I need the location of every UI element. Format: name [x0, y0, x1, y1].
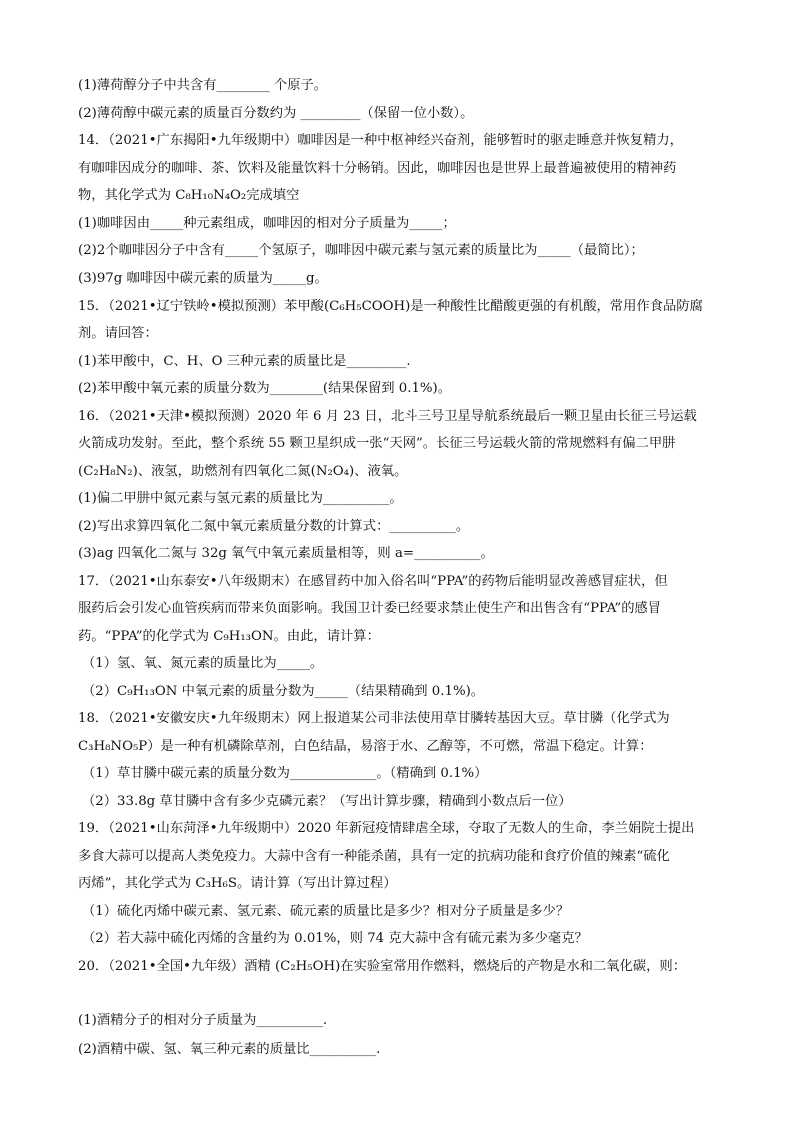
question-17-title: 17．（2021•山东泰安•八年级期末）在感冒药中加入俗名叫“PPA”的药物后能明显改善感冒症状，但: [78, 574, 668, 589]
text-line: (1)偏二甲肼中氮元素与氢元素的质量比为__________。: [78, 491, 403, 506]
text-line: (2)酒精中碳、氢、氧三种元素的质量比__________.: [78, 1042, 381, 1057]
text-line: (1)苯甲酸中，C、H、O 三种元素的质量比是_________.: [78, 354, 411, 369]
text-line: 有咖啡因成分的咖啡、茶、饮料及能量饮料十分畅销。因此，咖啡因也是世界上最普遍被使用的精神药: [78, 161, 677, 176]
text-line: （2）33.8g 草甘膦中含有多少克磷元素？（写出计算步骤，精确到小数点后一位）: [82, 794, 572, 809]
text-line: (1)酒精分子的相对分子质量为__________.: [78, 1013, 328, 1028]
text-line: 多食大蒜可以提高人类免疫力。大蒜中含有一种能杀菌，具有一定的抗病功能和食疗价值的辣素“硫化: [78, 849, 670, 864]
question-16-title: 16．（2021•天津•模拟预测）2020 年 6 月 23 日，北斗三号卫星导航系统最后一颗卫星由长征三号运载: [78, 409, 697, 424]
question-18-title: 18．（2021•安徽安庆•九年级期末）网上报道某公司非法使用草甘膦转基因大豆。草甘膦（化学式为: [78, 711, 670, 726]
text-line: (2)2个咖啡因分子中含有_____个氢原子，咖啡因中碳元素与氢元素的质量比为_____（最简比）；: [78, 243, 644, 258]
text-line: 剂。请回答：: [78, 326, 158, 341]
question-15-title: 15．（2021•辽宁铁岭•模拟预测）苯甲酸(C₆H₅COOH)是一种酸性比醋酸更强的有机酸，常用作食品防腐: [78, 299, 703, 314]
text-line: 药。“PPA”的化学式为 C₉H₁₃ON。由此，请计算：: [78, 629, 380, 644]
text-line: C₃H₈NO₅P）是一种有机磷除草剂，白色结晶，易溶于水、乙醇等，不可燃，常温下稳定。计算：: [78, 739, 653, 754]
text-line: （1）氢、氧、氮元素的质量比为_____。: [82, 656, 324, 671]
text-line: 火箭成功发射。至此，整个系统 55 颗卫星织成一张“天网”。长征三号运载火箭的常规燃料有偏二甲肼: [78, 436, 676, 451]
text-line: (3)ag 四氧化二氮与 32g 氧气中氧元素质量相等，则 a=__________。: [78, 546, 494, 561]
text-line: 物，其化学式为 C₈H₁₀N₄O₂完成填空: [78, 188, 300, 203]
text-line: (3)97g 咖啡因中碳元素的质量为_____g。: [78, 271, 328, 286]
text-line: (2)写出求算四氧化二氮中氧元素质量分数的计算式：__________。: [78, 519, 470, 534]
text-line: （1）草甘膦中碳元素的质量分数为_____________。（精确到 0.1%）: [82, 766, 488, 781]
text-line: (2)苯甲酸中氧元素的质量分数为________(结果保留到 0.1%)。: [78, 381, 452, 396]
question-19-title: 19．（2021•山东菏泽•九年级期中）2020 年新冠疫情肆虐全球，夺取了无数人的生命，李兰娟院士提出: [78, 821, 695, 836]
question-14-title: 14．（2021•广东揭阳•九年级期中）咖啡因是一种中枢神经兴奋剂，能够暂时的驱走睡意并恢复精力，: [78, 133, 683, 148]
text-line: （2）C₉H₁₃ON 中氧元素的质量分数为_____（结果精确到 0.1%)。: [82, 684, 485, 699]
question-20-title: 20．（2021•全国•九年级）酒精 (C₂H₅OH)在实验室常用作燃料，燃烧后的产物是水和二氧化碳，则：: [78, 959, 687, 974]
text-line: （2）若大蒜中硫化丙烯的含量约为 0.01%，则 74 克大蒜中含有硫元素为多少毫克？: [82, 931, 588, 946]
text-line: 丙烯”，其化学式为 C₃H₆S。请计算（写出计算过程）: [78, 876, 397, 891]
text-line: (1)咖啡因由_____种元素组成，咖啡因的相对分子质量为_____；: [78, 216, 456, 231]
text-line: (C₂H₈N₂)、液氢，助燃剂有四氧化二氮(N₂O₄)、液氧。: [78, 464, 408, 479]
text-line: 服药后会引发心血管疾病而带来负面影响。我国卫计委已经要求禁止使生产和出售含有“PPA”的感冒: [78, 601, 662, 616]
text-line: (2)薄荷醇中碳元素的质量百分数约为 _________（保留一位小数）。: [78, 106, 474, 121]
text-line: (1)薄荷醇分子中共含有________ 个原子。: [78, 78, 328, 93]
text-line: （1）硫化丙烯中碳元素、氢元素、硫元素的质量比是多少？相对分子质量是多少？: [82, 904, 570, 919]
